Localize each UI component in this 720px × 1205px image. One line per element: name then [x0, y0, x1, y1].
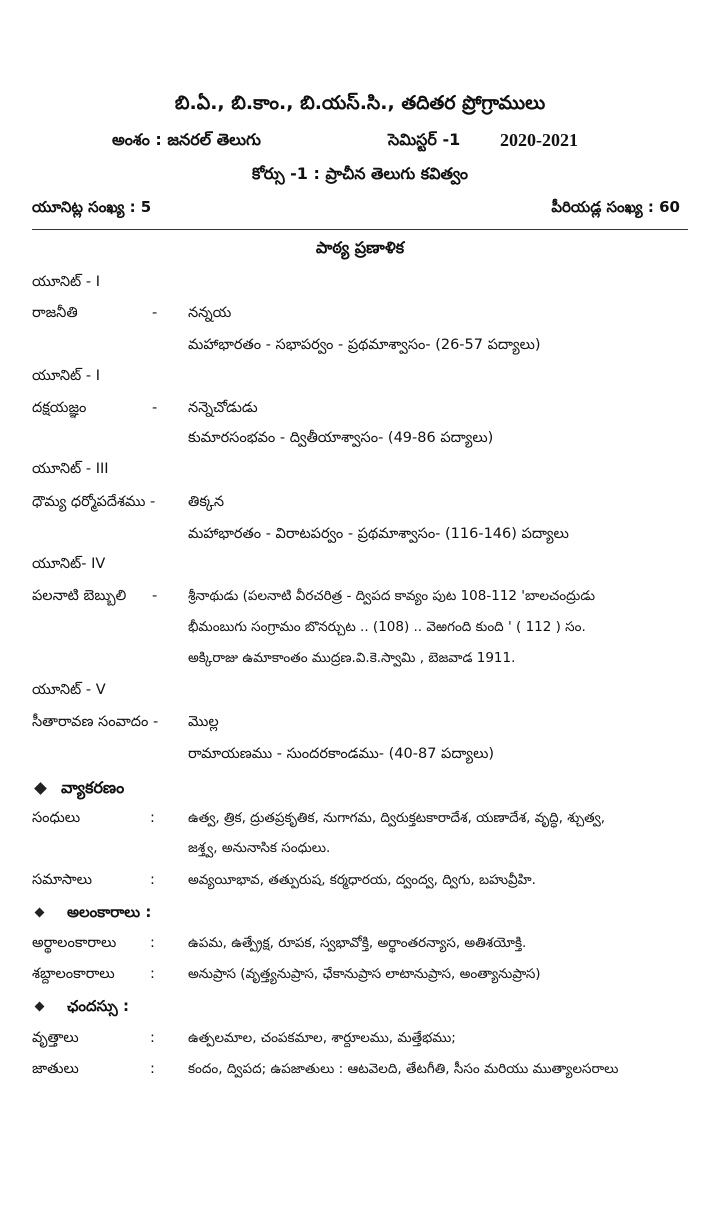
unit-heading: యూనిట్- IV [32, 556, 106, 572]
unit-topic: ధౌమ్య ధర్మోపదేశము - [32, 494, 156, 510]
chandassu-label: జాతులు [32, 1061, 79, 1077]
row-colon: : [150, 1030, 155, 1046]
row-colon: : [150, 810, 155, 826]
alankara-label: శబ్దాలంకారాలు [32, 966, 115, 982]
diamond-bullet-icon [35, 908, 45, 918]
unit-topic: రాజనీతి [32, 305, 78, 321]
unit-poet: శ్రీనాథుడు (పలనాటి వీరచరిత్ర - ద్విపద కావ్యం పుట 108-112 'బాలచంద్రుడు [188, 588, 596, 604]
grammar-heading [36, 778, 124, 801]
grammar-text: ఉత్వ, త్రిక, ద్రుతప్రకృతిక, నుగాగమ, ద్విరుక్తటకారాదేశ, యణాదేశ, వృద్ధి, శ్చుత్వ, [188, 810, 606, 826]
grammar-label: సమాసాలు [32, 872, 92, 888]
unit-source: భీమంబుగు సంగ్రామం బొనర్చుట .. (108) .. వెఱగంది కుంది ' ( 112 ) సం. [188, 619, 586, 635]
diamond-bullet-icon [35, 1002, 45, 1012]
units-count: యూనిట్ల సంఖ్య : 5 [32, 198, 152, 216]
topic-separator: - [152, 305, 158, 321]
chandassu-label: వృత్తాలు [32, 1030, 79, 1046]
unit-source: మహాభారతం - సభాపర్వం - ప్రథమాశ్వాసం- (26-57 పద్యాలు) [188, 337, 541, 353]
grammar-heading-text: వ్యాకరణం [61, 778, 125, 797]
unit-topic: సీతారావణ సంవాదం - [32, 714, 159, 730]
row-colon: : [150, 872, 155, 888]
chandassu-text: ఉత్పలమాల, చంపకమాల, శార్దూలము, మత్తేభము; [188, 1030, 456, 1046]
subject-label: అంశం : జనరల్ తెలుగు [112, 130, 261, 149]
periods-count: పీరియడ్ల సంఖ్య : 60 [551, 198, 680, 216]
unit-source: కుమారసంభవం - ద్వితీయాశ్వాసం- (49-86 పద్యాలు) [188, 430, 494, 446]
unit-topic: పలనాటి బెబ్బులి [32, 588, 127, 604]
unit-poet: మొల్ల [188, 714, 219, 730]
row-colon: : [150, 966, 155, 982]
unit-poet: తిక్కన [188, 494, 225, 510]
unit-heading: యూనిట్ - I [32, 368, 100, 384]
unit-topic: దక్షయజ్ఞం [32, 400, 87, 416]
diamond-bullet-icon [34, 782, 47, 795]
unit-poet: నన్నెచోడుడు [188, 400, 258, 416]
syllabus-title: పాఠ్య ప్రణాళిక [315, 238, 405, 257]
unit-poet: నన్నయ [188, 305, 232, 321]
chandassu-heading-text: ఛందస్సు : [67, 997, 129, 1015]
chandassu-heading [36, 997, 129, 1019]
unit-source: మహాభారతం - విరాటపర్వం - ప్రథమాశ్వాసం- (116-146) పద్యాలు [188, 526, 569, 542]
alankara-heading [36, 903, 151, 925]
course-title: కోర్సు -1 : ప్రాచీన తెలుగు కవిత్వం [252, 164, 468, 183]
alankara-text: అనుప్రాస (వృత్త్యనుప్రాస, ఛేకానుప్రాస లాటానుప్రాస, అంత్యానుప్రాస) [188, 966, 541, 982]
unit-source: అక్కిరాజు ఉమాకాంతం ముద్రణ.వి.కె.స్వామి , బెజవాడ 1911. [188, 650, 516, 666]
row-colon: : [150, 935, 155, 951]
academic-year: 2020-2021 [500, 130, 578, 150]
header-divider [32, 229, 688, 230]
chandassu-text: కందం, ద్విపద; ఉపజాతులు : ఆటవెలది, తేటగీతి, సీసం మరియు ముత్యాలసరాలు [188, 1061, 619, 1077]
topic-separator: - [152, 400, 158, 416]
grammar-text: అవ్యయీభావ, తత్పురుష, కర్మధారయ, ద్వంద్వ, ద్విగు, బహువ్రీహి. [188, 872, 536, 888]
topic-separator: - [152, 588, 158, 604]
unit-heading: యూనిట్ - III [32, 461, 109, 477]
unit-heading: యూనిట్ - V [32, 682, 106, 698]
row-colon: : [150, 1061, 155, 1077]
unit-heading: యూనిట్ - I [32, 274, 100, 290]
grammar-text: జశ్త్వ, అనునాసిక సంధులు. [188, 840, 331, 856]
program-title: బి.ఏ., బి.కాం., బి.యస్.సి., తదితర ప్రోగ్రాములు [174, 92, 546, 114]
alankara-heading-text: అలంకారాలు : [67, 903, 152, 921]
semester-label: సెమిస్టర్ -1 [388, 130, 461, 149]
alankara-text: ఉపమ, ఉత్ప్రేక్ష, రూపక, స్వభావోక్తి, అర్థాంతరన్యాస, అతిశయోక్తి. [188, 935, 527, 951]
grammar-label: సంధులు [32, 810, 81, 826]
alankara-label: అర్థాలంకారాలు [32, 935, 117, 951]
unit-source: రామాయణము - సుందరకాండము- (40-87 పద్యాలు) [188, 746, 495, 762]
